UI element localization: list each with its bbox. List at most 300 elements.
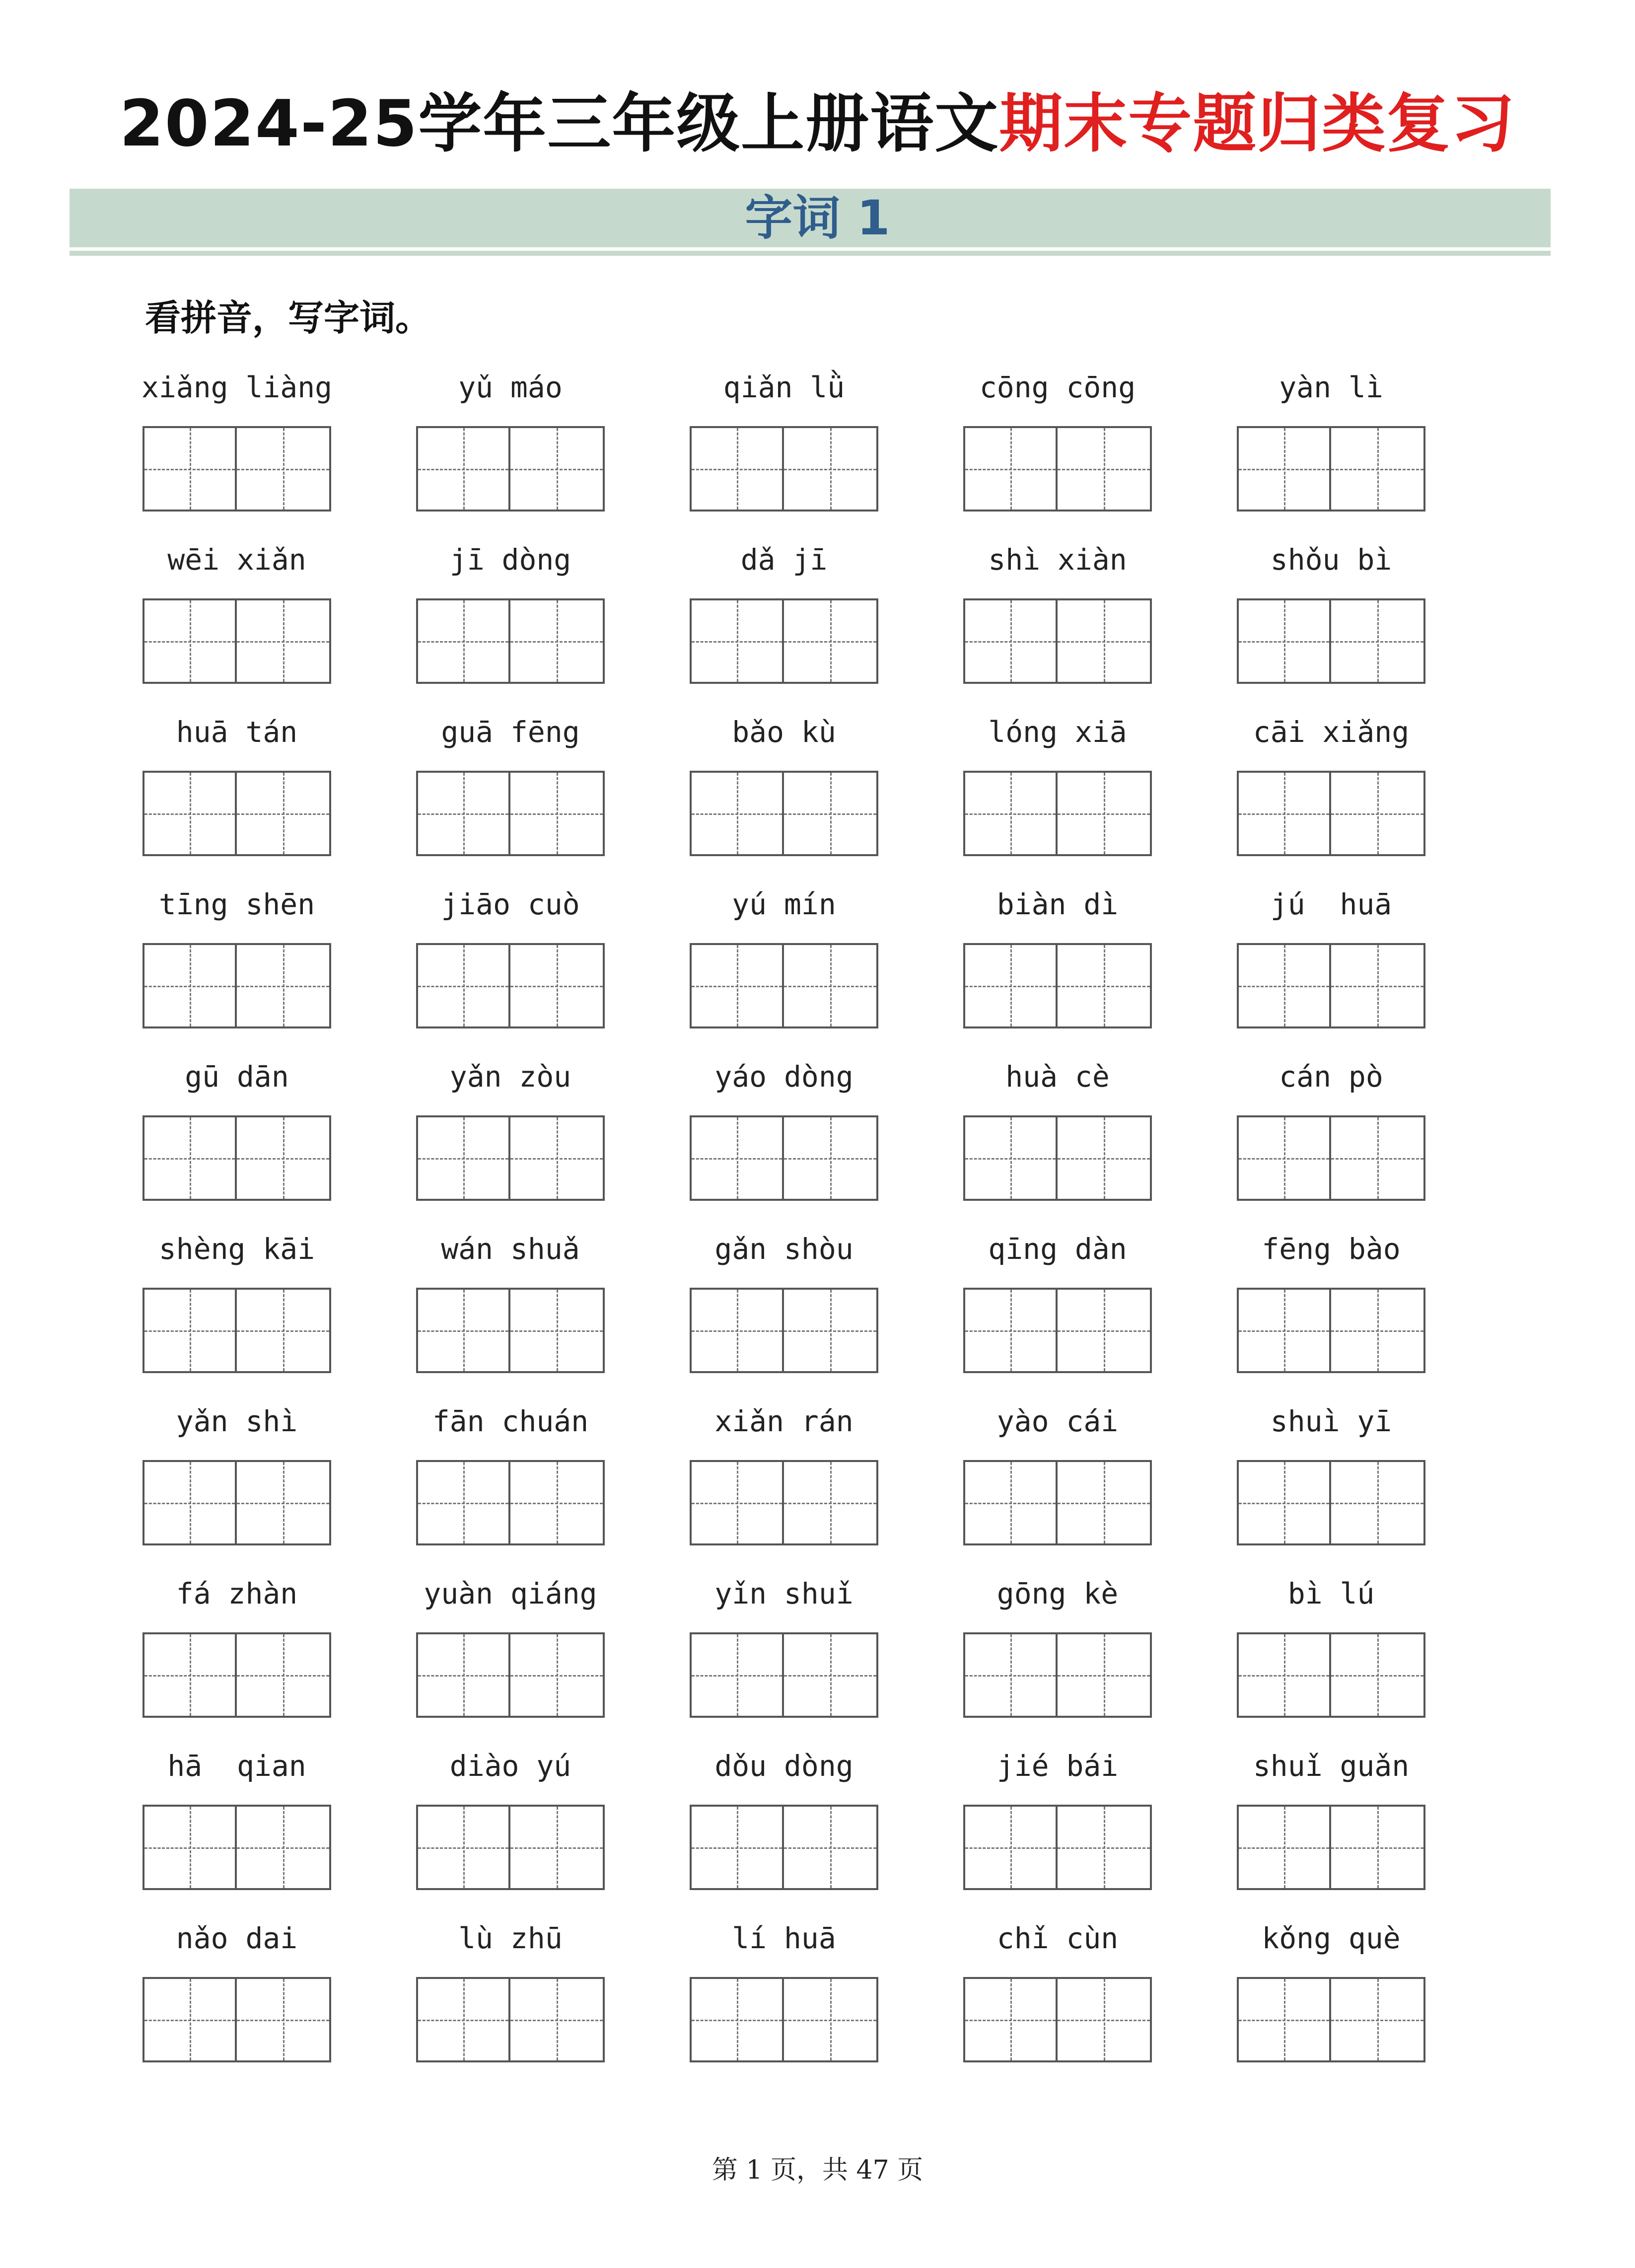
tian-zi-ge-box[interactable]	[416, 1632, 510, 1718]
guide-line-vertical	[463, 773, 465, 854]
tian-zi-ge-box[interactable]	[416, 1805, 510, 1890]
guide-line-vertical	[463, 1979, 465, 2060]
guide-line-vertical	[737, 945, 738, 1026]
writing-boxes	[142, 1805, 331, 1890]
tian-zi-ge-box[interactable]	[1237, 1805, 1331, 1890]
exercise-item	[1232, 1741, 1430, 1910]
tian-zi-ge-box[interactable]	[690, 1805, 784, 1890]
tian-zi-ge-box[interactable]	[1331, 1805, 1425, 1890]
tian-zi-ge-box[interactable]	[142, 1115, 237, 1201]
tian-zi-ge-box[interactable]	[1058, 771, 1152, 856]
tian-zi-ge-box[interactable]	[510, 426, 605, 512]
tian-zi-ge-box[interactable]	[963, 426, 1058, 512]
tian-zi-ge-box[interactable]	[510, 1977, 605, 2062]
pinyin-label: cāi xiǎng	[1253, 715, 1410, 749]
writing-boxes	[416, 598, 605, 684]
writing-boxes	[1237, 1632, 1425, 1718]
guide-line-vertical	[283, 1462, 284, 1543]
tian-zi-ge-box[interactable]	[237, 1115, 331, 1201]
tian-zi-ge-box[interactable]	[1331, 1115, 1425, 1201]
pinyin-label: dǒu dòng	[714, 1749, 853, 1783]
guide-line-vertical	[463, 1462, 465, 1543]
guide-line-vertical	[1010, 1807, 1012, 1888]
exercise-item	[685, 879, 883, 1048]
guide-line-vertical	[557, 773, 558, 854]
tian-zi-ge-box[interactable]	[1331, 1632, 1425, 1718]
tian-zi-ge-box[interactable]	[416, 943, 510, 1028]
guide-line-vertical	[830, 1979, 832, 2060]
tian-zi-ge-box[interactable]	[1331, 598, 1425, 684]
tian-zi-ge-box[interactable]	[1331, 1288, 1425, 1373]
writing-boxes	[963, 943, 1152, 1028]
tian-zi-ge-box[interactable]	[690, 1977, 784, 2062]
guide-line-vertical	[1377, 1807, 1379, 1888]
writing-boxes	[416, 1805, 605, 1890]
guide-line-vertical	[1284, 428, 1285, 510]
exercise-item	[138, 1396, 336, 1565]
guide-line-vertical	[557, 428, 558, 510]
tian-zi-ge-box[interactable]	[416, 1288, 510, 1373]
pinyin-label: gōng kè	[996, 1577, 1119, 1610]
tian-zi-ge-box[interactable]	[142, 943, 237, 1028]
exercise-item	[1232, 1052, 1430, 1221]
tian-zi-ge-box[interactable]	[690, 426, 784, 512]
tian-zi-ge-box[interactable]	[1237, 1115, 1331, 1201]
writing-boxes	[963, 1115, 1152, 1201]
exercise-item	[958, 1052, 1157, 1221]
guide-line-vertical	[283, 1634, 284, 1716]
pinyin-label: shuì yī	[1270, 1404, 1392, 1438]
exercise-item	[411, 535, 610, 704]
tian-zi-ge-box[interactable]	[142, 1977, 237, 2062]
guide-line-vertical	[463, 1290, 465, 1371]
writing-boxes	[963, 598, 1152, 684]
guide-line-vertical	[283, 1290, 284, 1371]
tian-zi-ge-box[interactable]	[237, 1632, 331, 1718]
writing-boxes	[690, 771, 878, 856]
exercise-item	[1232, 1396, 1430, 1565]
writing-boxes	[1237, 1977, 1425, 2062]
pinyin-label: qīng dàn	[988, 1232, 1127, 1266]
tian-zi-ge-box[interactable]	[690, 598, 784, 684]
exercise-item	[138, 879, 336, 1048]
writing-boxes	[416, 771, 605, 856]
tian-zi-ge-box[interactable]	[416, 598, 510, 684]
guide-line-vertical	[1284, 1290, 1285, 1371]
writing-boxes	[690, 426, 878, 512]
guide-line-vertical	[1377, 1634, 1379, 1716]
guide-line-vertical	[1284, 1117, 1285, 1199]
tian-zi-ge-box[interactable]	[784, 1632, 878, 1718]
guide-line-vertical	[190, 600, 191, 682]
writing-boxes	[416, 943, 605, 1028]
pinyin-label: biàn dì	[996, 887, 1119, 921]
exercise-item	[138, 707, 336, 876]
guide-line-vertical	[1104, 428, 1105, 510]
pinyin-label: shuǐ guǎn	[1253, 1749, 1410, 1783]
tian-zi-ge-box[interactable]	[690, 943, 784, 1028]
tian-zi-ge-box[interactable]	[784, 1460, 878, 1545]
tian-zi-ge-box[interactable]	[510, 1460, 605, 1545]
guide-line-vertical	[1010, 600, 1012, 682]
pinyin-label: jī dòng	[449, 543, 571, 577]
guide-line-vertical	[737, 1290, 738, 1371]
tian-zi-ge-box[interactable]	[1237, 1460, 1331, 1545]
guide-line-vertical	[190, 1117, 191, 1199]
guide-line-vertical	[1284, 773, 1285, 854]
guide-line-vertical	[1377, 600, 1379, 682]
writing-boxes	[142, 598, 331, 684]
guide-line-vertical	[1104, 1462, 1105, 1543]
pinyin-label: chǐ cùn	[996, 1921, 1119, 1955]
tian-zi-ge-box[interactable]	[1237, 426, 1331, 512]
exercise-item	[958, 1741, 1157, 1910]
pinyin-label: tīng shēn	[158, 887, 315, 921]
tian-zi-ge-box[interactable]	[963, 1632, 1058, 1718]
exercise-item	[685, 1396, 883, 1565]
exercise-item	[138, 1741, 336, 1910]
guide-line-vertical	[1010, 945, 1012, 1026]
pinyin-label: gǎn shòu	[714, 1232, 853, 1266]
tian-zi-ge-box[interactable]	[416, 1460, 510, 1545]
pinyin-label: yuàn qiáng	[424, 1577, 597, 1610]
pinyin-label: huā tán	[176, 715, 298, 749]
tian-zi-ge-box[interactable]	[1058, 1632, 1152, 1718]
guide-line-vertical	[830, 1117, 832, 1199]
guide-line-vertical	[463, 945, 465, 1026]
pinyin-label: nǎo dai	[176, 1921, 298, 1955]
tian-zi-ge-box[interactable]	[963, 1115, 1058, 1201]
guide-line-vertical	[190, 1807, 191, 1888]
tian-zi-ge-box[interactable]	[1058, 1460, 1152, 1545]
pinyin-label: jié bái	[996, 1749, 1119, 1783]
writing-boxes	[1237, 1460, 1425, 1545]
guide-line-vertical	[830, 1807, 832, 1888]
exercise-item	[1232, 363, 1430, 531]
guide-line-vertical	[1377, 773, 1379, 854]
guide-line-vertical	[557, 1979, 558, 2060]
exercise-item	[685, 1052, 883, 1221]
exercise-item	[685, 1224, 883, 1393]
exercise-item	[411, 1396, 610, 1565]
guide-line-vertical	[830, 945, 832, 1026]
tian-zi-ge-box[interactable]	[963, 1288, 1058, 1373]
tian-zi-ge-box[interactable]	[237, 1977, 331, 2062]
exercise-item	[411, 707, 610, 876]
pinyin-label: xiǎn rán	[714, 1404, 853, 1438]
tian-zi-ge-box[interactable]	[690, 771, 784, 856]
guide-line-vertical	[1010, 1462, 1012, 1543]
tian-zi-ge-box[interactable]	[237, 943, 331, 1028]
pinyin-label: lí huā	[732, 1921, 836, 1955]
tian-zi-ge-box[interactable]	[416, 426, 510, 512]
tian-zi-ge-box[interactable]	[416, 1115, 510, 1201]
tian-zi-ge-box[interactable]	[784, 943, 878, 1028]
tian-zi-ge-box[interactable]	[1058, 426, 1152, 512]
guide-line-vertical	[1010, 773, 1012, 854]
tian-zi-ge-box[interactable]	[784, 426, 878, 512]
writing-boxes	[690, 1632, 878, 1718]
exercise-item	[1232, 707, 1430, 876]
tian-zi-ge-box[interactable]	[237, 1288, 331, 1373]
writing-boxes	[963, 771, 1152, 856]
tian-zi-ge-box[interactable]	[142, 1460, 237, 1545]
guide-line-vertical	[463, 1807, 465, 1888]
exercise-item	[958, 1913, 1157, 2082]
exercise-item	[958, 879, 1157, 1048]
writing-boxes	[142, 1460, 331, 1545]
guide-line-vertical	[737, 1807, 738, 1888]
pinyin-label: shǒu bì	[1270, 543, 1392, 577]
guide-line-vertical	[283, 945, 284, 1026]
pinyin-label: bǎo kù	[732, 715, 836, 749]
guide-line-vertical	[830, 428, 832, 510]
writing-boxes	[963, 426, 1152, 512]
guide-line-vertical	[190, 945, 191, 1026]
tian-zi-ge-box[interactable]	[1058, 1115, 1152, 1201]
pinyin-label: yàn lì	[1279, 370, 1383, 404]
exercise-item	[1232, 879, 1430, 1048]
guide-line-vertical	[1284, 1807, 1285, 1888]
guide-line-vertical	[463, 1634, 465, 1716]
tian-zi-ge-box[interactable]	[1237, 1288, 1331, 1373]
guide-line-vertical	[283, 1807, 284, 1888]
pinyin-label: shì xiàn	[988, 543, 1127, 577]
exercise-item	[411, 879, 610, 1048]
tian-zi-ge-box[interactable]	[142, 1632, 237, 1718]
tian-zi-ge-box[interactable]	[1058, 1805, 1152, 1890]
tian-zi-ge-box[interactable]	[237, 1460, 331, 1545]
exercise-item	[685, 363, 883, 531]
exercise-item	[411, 1569, 610, 1738]
tian-zi-ge-box[interactable]	[784, 1805, 878, 1890]
writing-boxes	[690, 598, 878, 684]
exercise-item	[411, 1913, 610, 2082]
writing-boxes	[1237, 771, 1425, 856]
guide-line-vertical	[463, 1117, 465, 1199]
tian-zi-ge-box[interactable]	[690, 1460, 784, 1545]
guide-line-vertical	[830, 1634, 832, 1716]
guide-line-vertical	[190, 773, 191, 854]
writing-boxes	[142, 1632, 331, 1718]
writing-boxes	[963, 1460, 1152, 1545]
guide-line-vertical	[283, 1117, 284, 1199]
writing-boxes	[963, 1977, 1152, 2062]
tian-zi-ge-box[interactable]	[963, 1977, 1058, 2062]
exercise-item	[411, 1052, 610, 1221]
writing-boxes	[963, 1632, 1152, 1718]
writing-boxes	[416, 1288, 605, 1373]
guide-line-vertical	[463, 600, 465, 682]
pinyin-label: yǐn shuǐ	[714, 1577, 853, 1610]
guide-line-vertical	[737, 1634, 738, 1716]
exercise-item	[685, 707, 883, 876]
exercise-item	[138, 1224, 336, 1393]
guide-line-vertical	[1377, 1462, 1379, 1543]
tian-zi-ge-box[interactable]	[510, 1632, 605, 1718]
tian-zi-ge-box[interactable]	[784, 598, 878, 684]
guide-line-vertical	[557, 600, 558, 682]
pinyin-label: bì lú	[1287, 1577, 1375, 1610]
guide-line-vertical	[1377, 1117, 1379, 1199]
tian-zi-ge-box[interactable]	[510, 943, 605, 1028]
guide-line-vertical	[830, 600, 832, 682]
page-footer: 第 1 页，共 47 页	[711, 2155, 924, 2185]
tian-zi-ge-box[interactable]	[1058, 1288, 1152, 1373]
tian-zi-ge-box[interactable]	[142, 598, 237, 684]
exercise-item	[958, 707, 1157, 876]
pinyin-label: yǔ máo	[458, 370, 563, 404]
guide-line-vertical	[737, 1462, 738, 1543]
writing-boxes	[963, 1288, 1152, 1373]
guide-line-vertical	[1010, 1117, 1012, 1199]
guide-line-vertical	[190, 428, 191, 510]
tian-zi-ge-box[interactable]	[963, 598, 1058, 684]
tian-zi-ge-box[interactable]	[1058, 943, 1152, 1028]
guide-line-vertical	[1010, 1634, 1012, 1716]
tian-zi-ge-box[interactable]	[1237, 1632, 1331, 1718]
guide-line-vertical	[1010, 428, 1012, 510]
guide-line-vertical	[737, 1117, 738, 1199]
pinyin-label: fēng bào	[1262, 1232, 1401, 1266]
tian-zi-ge-box[interactable]	[1331, 943, 1425, 1028]
guide-line-vertical	[283, 773, 284, 854]
guide-line-vertical	[557, 1807, 558, 1888]
guide-line-vertical	[1284, 1462, 1285, 1543]
exercise-item	[685, 1741, 883, 1910]
writing-boxes	[690, 1460, 878, 1545]
guide-line-vertical	[190, 1290, 191, 1371]
tian-zi-ge-box[interactable]	[963, 1805, 1058, 1890]
tian-zi-ge-box[interactable]	[963, 1460, 1058, 1545]
pinyin-label: guā fēng	[441, 715, 580, 749]
writing-boxes	[690, 1977, 878, 2062]
guide-line-vertical	[557, 945, 558, 1026]
guide-line-vertical	[557, 1634, 558, 1716]
exercise-item	[1232, 1224, 1430, 1393]
guide-line-vertical	[463, 428, 465, 510]
tian-zi-ge-box[interactable]	[1331, 426, 1425, 512]
tian-zi-ge-box[interactable]	[510, 1115, 605, 1201]
writing-boxes	[1237, 1805, 1425, 1890]
guide-line-vertical	[557, 1117, 558, 1199]
guide-line-vertical	[1377, 1290, 1379, 1371]
tian-zi-ge-box[interactable]	[142, 1805, 237, 1890]
pinyin-label: dǎ jī	[740, 543, 828, 577]
pinyin-label: fá zhàn	[176, 1577, 298, 1610]
exercise-item	[138, 1052, 336, 1221]
tian-zi-ge-box[interactable]	[1237, 598, 1331, 684]
tian-zi-ge-box[interactable]	[510, 1288, 605, 1373]
guide-line-vertical	[737, 600, 738, 682]
guide-line-vertical	[1010, 1290, 1012, 1371]
pinyin-label: yào cái	[996, 1404, 1119, 1438]
writing-boxes	[690, 943, 878, 1028]
tian-zi-ge-box[interactable]	[416, 771, 510, 856]
pinyin-label: cōng cōng	[979, 370, 1136, 404]
guide-line-vertical	[1104, 1979, 1105, 2060]
guide-line-vertical	[190, 1634, 191, 1716]
pinyin-label: jú huā	[1270, 887, 1392, 921]
guide-line-vertical	[1104, 1807, 1105, 1888]
tian-zi-ge-box[interactable]	[1331, 1460, 1425, 1545]
guide-line-vertical	[283, 600, 284, 682]
guide-line-vertical	[1104, 600, 1105, 682]
tian-zi-ge-box[interactable]	[1331, 771, 1425, 856]
pinyin-label: yáo dòng	[714, 1060, 853, 1094]
tian-zi-ge-box[interactable]	[784, 771, 878, 856]
exercise-item	[958, 363, 1157, 531]
tian-zi-ge-box[interactable]	[237, 771, 331, 856]
pinyin-label: lù zhū	[458, 1921, 563, 1955]
exercise-item	[411, 1741, 610, 1910]
guide-line-vertical	[1284, 1634, 1285, 1716]
exercise-item	[411, 1224, 610, 1393]
pinyin-label: lóng xiā	[988, 715, 1127, 749]
writing-boxes	[690, 1805, 878, 1890]
writing-boxes	[1237, 943, 1425, 1028]
tian-zi-ge-box[interactable]	[784, 1288, 878, 1373]
exercise-item	[685, 535, 883, 704]
guide-line-vertical	[1284, 1979, 1285, 2060]
tian-zi-ge-box[interactable]	[1058, 598, 1152, 684]
exercise-item	[958, 1224, 1157, 1393]
tian-zi-ge-box[interactable]	[237, 1805, 331, 1890]
pinyin-label: cán pò	[1279, 1060, 1383, 1094]
tian-zi-ge-box[interactable]	[1237, 771, 1331, 856]
tian-zi-ge-box[interactable]	[510, 1805, 605, 1890]
pinyin-label: huà cè	[1005, 1060, 1110, 1094]
exercise-item	[138, 1569, 336, 1738]
tian-zi-ge-box[interactable]	[1058, 1977, 1152, 2062]
tian-zi-ge-box[interactable]	[416, 1977, 510, 2062]
tian-zi-ge-box[interactable]	[142, 1288, 237, 1373]
tian-zi-ge-box[interactable]	[690, 1288, 784, 1373]
tian-zi-ge-box[interactable]	[690, 1115, 784, 1201]
tian-zi-ge-box[interactable]	[237, 426, 331, 512]
guide-line-vertical	[1104, 945, 1105, 1026]
writing-boxes	[1237, 1288, 1425, 1373]
pinyin-label: wán shuǎ	[441, 1232, 580, 1266]
pinyin-label: yǎn shì	[176, 1404, 298, 1438]
writing-boxes	[142, 1115, 331, 1201]
tian-zi-ge-box[interactable]	[1237, 943, 1331, 1028]
tian-zi-ge-box[interactable]	[784, 1115, 878, 1201]
tian-zi-ge-box[interactable]	[690, 1632, 784, 1718]
tian-zi-ge-box[interactable]	[963, 943, 1058, 1028]
guide-line-vertical	[1104, 1290, 1105, 1371]
tian-zi-ge-box[interactable]	[784, 1977, 878, 2062]
tian-zi-ge-box[interactable]	[963, 771, 1058, 856]
tian-zi-ge-box[interactable]	[510, 771, 605, 856]
pinyin-label: hā qian	[167, 1749, 306, 1783]
writing-boxes	[1237, 1115, 1425, 1201]
exercise-item	[411, 363, 610, 531]
tian-zi-ge-box[interactable]	[142, 771, 237, 856]
exercise-item	[958, 1396, 1157, 1565]
guide-line-vertical	[830, 1462, 832, 1543]
exercise-item	[685, 1569, 883, 1738]
exercise-item	[685, 1913, 883, 2082]
tian-zi-ge-box[interactable]	[510, 598, 605, 684]
guide-line-vertical	[830, 773, 832, 854]
writing-boxes	[690, 1288, 878, 1373]
writing-boxes	[416, 426, 605, 512]
tian-zi-ge-box[interactable]	[142, 426, 237, 512]
tian-zi-ge-box[interactable]	[1237, 1977, 1331, 2062]
tian-zi-ge-box[interactable]	[237, 598, 331, 684]
tian-zi-ge-box[interactable]	[1331, 1977, 1425, 2062]
